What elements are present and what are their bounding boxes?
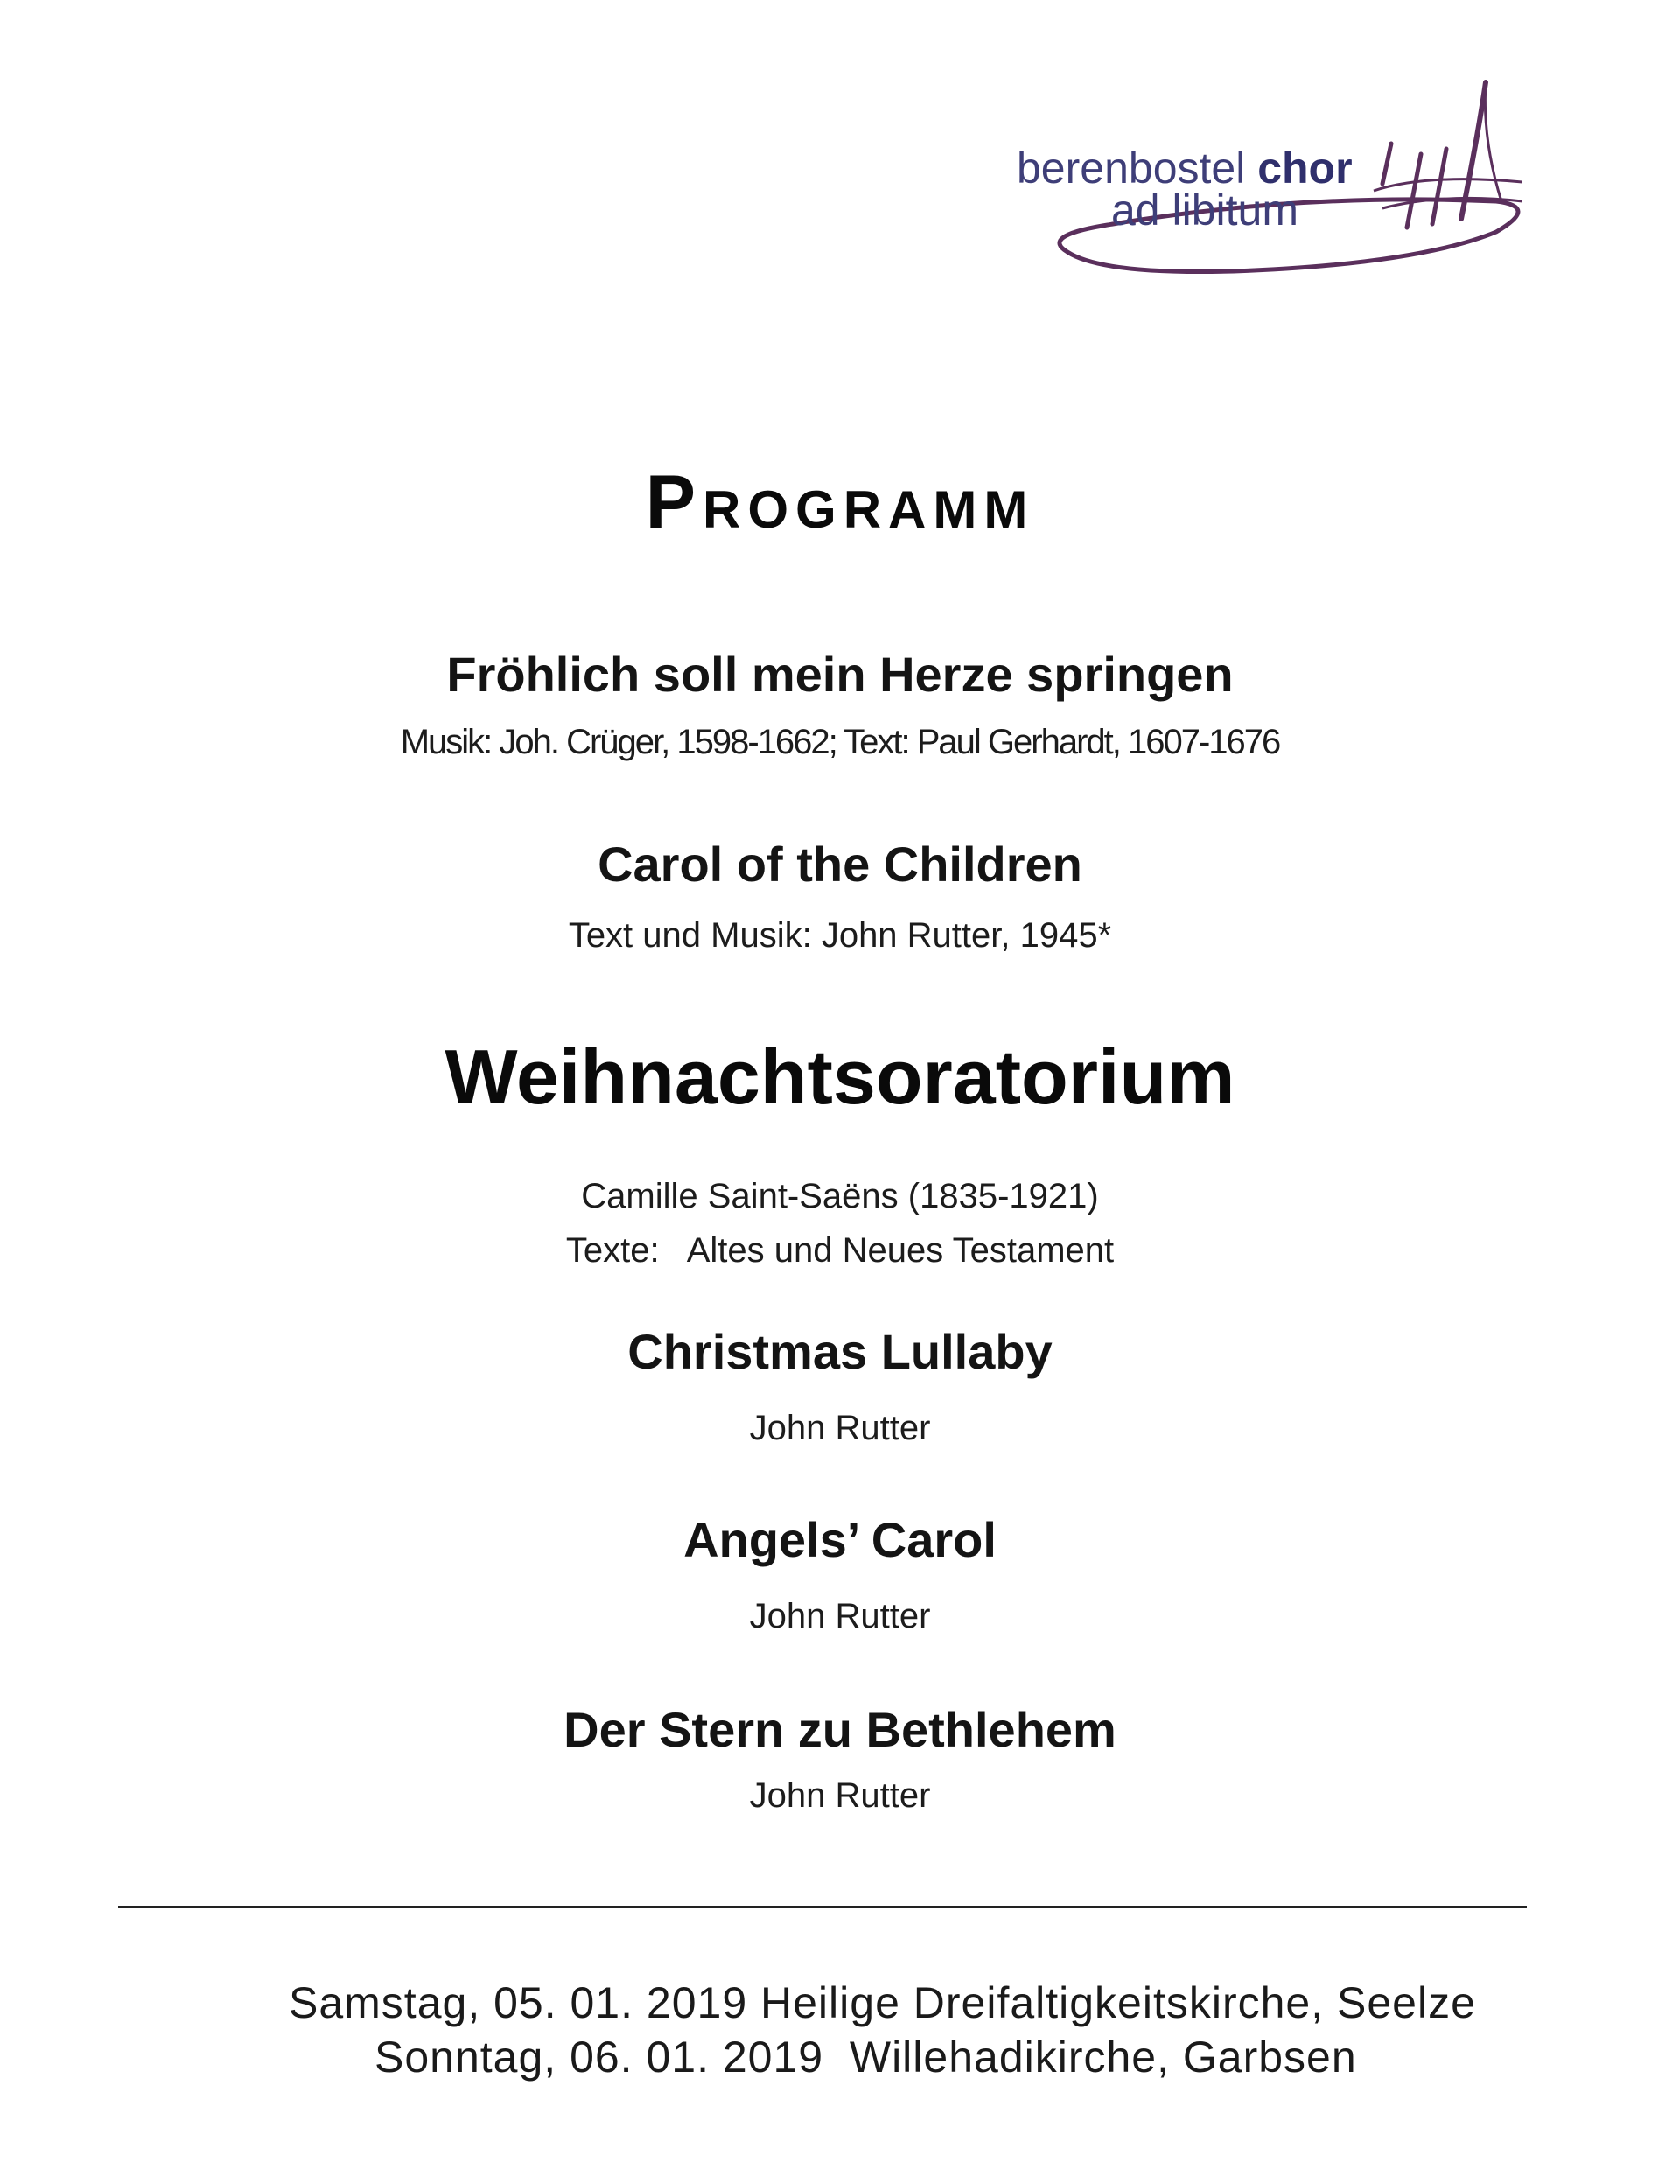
piece-credit-5: John Rutter [749, 1597, 931, 1635]
piece-title-2: Carol of the Children [598, 836, 1082, 892]
piece-title-1: Fröhlich soll mein Herze springen [446, 647, 1234, 702]
main-work-texts: Texte: Altes und Neues Testament [565, 1231, 1115, 1270]
main-work-composer: Camille Saint-Saëns (1835-1921) [581, 1177, 1099, 1215]
piece-credit-1: Musik: Joh. Crüger, 1598-1662; Text: Paul Gerhardt, 1607-1676 [400, 723, 1280, 761]
concert-date-1: Samstag, 05. 01. 2019 Heilige Dreifaltigkeitskirche, Seelze [289, 1978, 1476, 2027]
logo-text-line2: ad libitum [1111, 186, 1298, 234]
main-work-title: Weihnachtsoratorium [444, 1033, 1236, 1120]
logo-text-bold: chor [1257, 144, 1353, 192]
piece-title-6: Der Stern zu Bethlehem [564, 1702, 1116, 1757]
concert-date-2: Sonntag, 06. 01. 2019 Willehadikirche, Garbsen [374, 2033, 1357, 2082]
piece-credit-4: John Rutter [749, 1409, 931, 1447]
piece-credit-2: Text und Musik: John Rutter, 1945* [568, 916, 1112, 955]
choir-logo [1006, 70, 1522, 298]
piece-title-4: Christmas Lullaby [627, 1324, 1053, 1379]
footer-divider [118, 1906, 1527, 1908]
piece-title-5: Angels’ Carol [683, 1512, 997, 1567]
piece-credit-6: John Rutter [749, 1776, 931, 1815]
logo-text-plain: berenbostel [1017, 144, 1258, 192]
page-title: Programm [645, 460, 1035, 544]
